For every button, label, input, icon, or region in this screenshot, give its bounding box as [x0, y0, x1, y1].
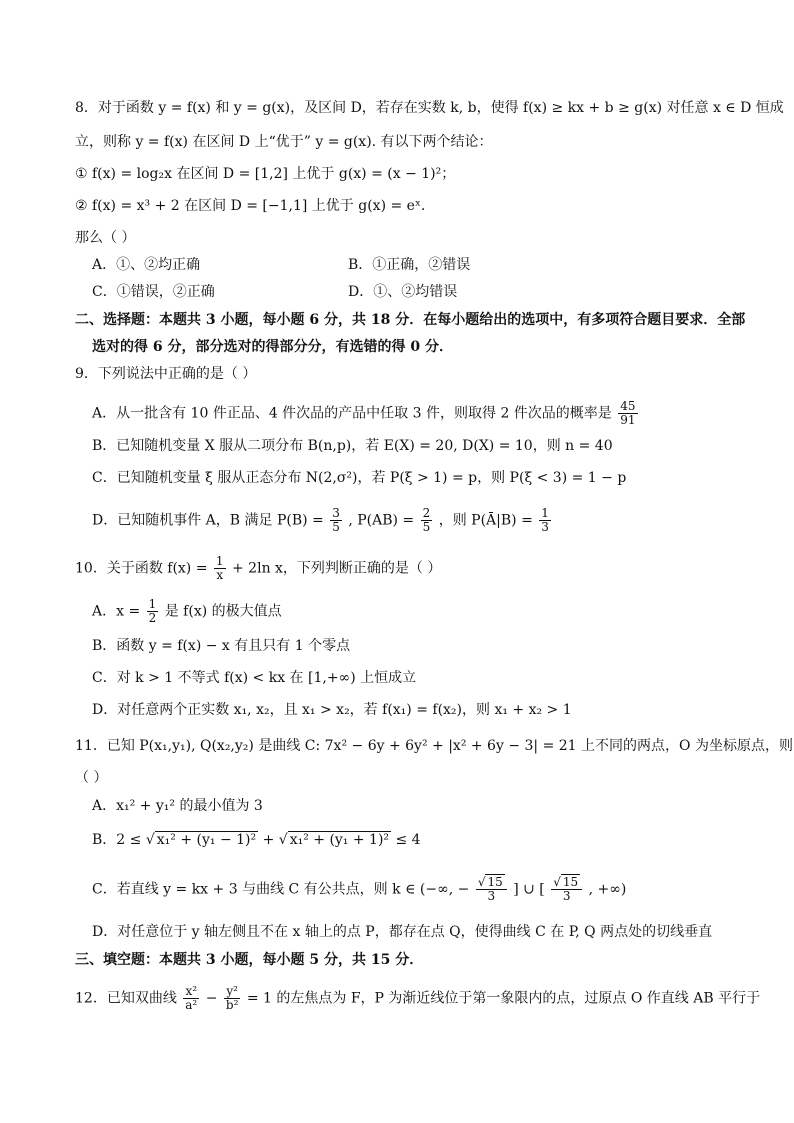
q8-option-row2: [92, 282, 752, 302]
q10-option-c: C．对 k > 1 不等式 f(x) < kx 在 [1,+∞) 上恒成立: [92, 670, 417, 686]
q8-ask: 那么（ ）: [75, 230, 136, 246]
q10-option-d: D．对任意两个正实数 x₁, x₂，且 x₁ > x₂，若 f(x₁) = f(x₂)，则 x₁ + x₂ > 1: [92, 702, 572, 718]
q9-option-a: A．从一批含有 10 件正品、4 件次品的产品中任取 3 件，则取得 2 件次品的概率是 $\frac{45}{91}$: [92, 399, 636, 427]
q9-option-c: C．已知随机变量 ξ 服从正态分布 N(2,σ²)，若 P(ξ > 1) = p，则 P(ξ < 3) = 1 − p: [92, 470, 627, 486]
q9-stem: 9．下列说法中正确的是（ ）: [75, 366, 257, 382]
section2-heading-line2: 选对的得 6 分，部分选对的得部分分，有选错的得 0 分．: [92, 339, 453, 355]
section3-heading: 三、填空题：本题共 3 小题，每小题 5 分，共 15 分．: [75, 952, 424, 968]
q8-option-row1: [92, 255, 752, 275]
q8-option-b: B．①正确，②错误: [348, 257, 471, 273]
q8-option-d: D．①、②均错误: [348, 284, 458, 300]
q10-option-a: A．x = $\frac{1}{2}$ 是 f(x) 的极大值点: [92, 597, 282, 625]
section2-heading-line1: 二、选择题：本题共 3 小题，每小题 6 分，共 18 分．在每小题给出的选项中，有多项符合题目要求．全部: [75, 312, 746, 328]
q8-option-a: A．①、②均正确: [92, 257, 201, 273]
q8-claim1: ① f(x) = log₂x 在区间 D = [1,2] 上优于 g(x) = (x − 1)²；: [75, 166, 456, 182]
q11-stem-line2: （ ）: [75, 770, 108, 786]
q12-stem: 12．已知双曲线 $\frac{\text{x²}}{\text{a²}}$ − $\frac{\text{y²}}{\text{b²}}$ = 1 的左焦点为 F，P 为渐近线位于第一象限内的点，过原点 O 作直线 AB 平行于: [75, 984, 761, 1012]
q8-option-c: C．①错误，②正确: [92, 284, 215, 300]
q11-option-b: B．2 ≤ √ x₁² + (y₁ − 1)² + √ x₁² + (y₁ + 1)² ≤ 4: [92, 832, 421, 848]
q9-option-b: B．已知随机变量 X 服从二项分布 B(n,p)，若 E(X) = 20, D(X) = 10，则 n = 40: [92, 438, 613, 454]
q8-stem-line1: 8．对于函数 y = f(x) 和 y = g(x)，及区间 D，若存在实数 k, b，使得 f(x) ≥ kx + b ≥ g(x) 对任意 x ∈ D 恒成: [75, 100, 784, 116]
q8-claim2: ② f(x) = x³ + 2 在区间 D = [−1,1] 上优于 g(x) = eˣ.: [75, 198, 426, 214]
q10-option-b: B．函数 y = f(x) − x 有且只有 1 个零点: [92, 638, 351, 654]
q9-a-fraction: $\frac{45}{91}$: [620, 399, 636, 427]
q11-option-a: A．x₁² + y₁² 的最小值为 3: [92, 798, 263, 814]
q8-stem-line2: 立，则称 y = f(x) 在区间 D 上“优于” y = g(x). 有以下两个结论：: [75, 134, 493, 150]
q10-stem: 10．关于函数 f(x) = $\frac{1}{x}$ + 2ln x，下列判断正确的是（ ）: [75, 554, 442, 582]
q11-option-d: D．对任意位于 y 轴左侧且不在 x 轴上的点 P，都存在点 Q，使得曲线 C 在 P, Q 两点处的切线垂直: [92, 924, 713, 940]
q9-option-d: D．已知随机事件 A，B 满足 P(B) = $\frac{3}{5}$ , P(AB) = $\frac{2}{5}$ ，则 P(Ā|B) = $\frac{1}{3}$: [92, 506, 549, 534]
q11-option-c: C．若直线 y = kx + 3 与曲线 C 有公共点，则 k ∈ (−∞, − $\frac{√ 15}{3}$ ] ∪ [ $\frac{√ 15}{3}$ , +∞): [92, 875, 627, 903]
q11-stem-line1: 11．已知 P(x₁,y₁), Q(x₂,y₂) 是曲线 C: 7x² − 6y + 6y² + |x² + 6y − 3| = 21 上不同的两点，O 为坐标原点，则: [75, 738, 793, 754]
